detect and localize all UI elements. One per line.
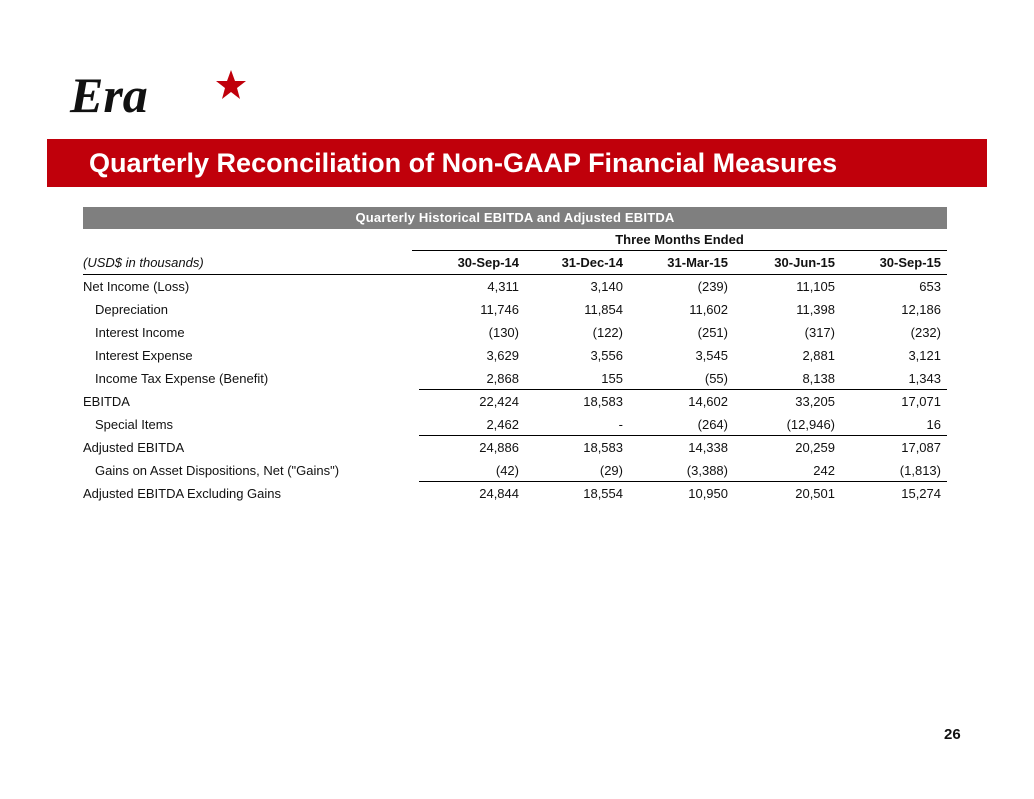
table-cell: 11,105 [796, 279, 835, 294]
table-row [83, 482, 947, 505]
era-logo [68, 64, 258, 124]
table-title: Quarterly Historical EBITDA and Adjusted EBITDA [355, 210, 675, 225]
table-cell: 18,583 [583, 440, 623, 455]
table-cell: 22,424 [479, 394, 519, 409]
row-label: Gains on Asset Dispositions, Net ("Gains") [95, 463, 340, 478]
table-cell: 17,071 [901, 394, 941, 409]
table-cell: 20,259 [795, 440, 835, 455]
table-cell: 12,186 [901, 302, 941, 317]
table-cell: (42) [495, 463, 519, 478]
table-cell: (317) [804, 325, 835, 340]
table-cell: (12,946) [786, 417, 835, 432]
table-cell: 33,205 [795, 394, 835, 409]
table-row [83, 344, 947, 367]
table-cell: 242 [813, 463, 835, 478]
table-cell: (1,813) [899, 463, 941, 478]
table-cell: 11,602 [689, 302, 728, 317]
table-cell: 10,950 [688, 486, 728, 501]
table-cell: (251) [697, 325, 728, 340]
table-row [83, 459, 947, 482]
table-cell: 11,398 [796, 302, 835, 317]
column-header: 30-Jun-15 [774, 255, 835, 270]
table-cell: 8,138 [802, 371, 835, 386]
row-label: Net Income (Loss) [83, 279, 190, 294]
row-label: Income Tax Expense (Benefit) [95, 371, 269, 386]
ebitda-table [83, 207, 947, 505]
table-cell: (239) [697, 279, 728, 294]
table-cell: 155 [601, 371, 623, 386]
table-cell: (232) [910, 325, 941, 340]
column-header: 31-Mar-15 [667, 255, 728, 270]
page-title-bar [47, 139, 987, 187]
table-cell: 3,556 [590, 348, 623, 363]
column-header: 30-Sep-14 [457, 255, 519, 270]
table-row [83, 321, 947, 344]
page-title: Quarterly Reconciliation of Non-GAAP Financial Measures [89, 148, 838, 178]
star-icon [216, 70, 246, 99]
row-label: Adjusted EBITDA [83, 440, 185, 455]
row-label: Depreciation [95, 302, 168, 317]
units-label: (USD$ in thousands) [83, 255, 204, 270]
table-cell: 18,583 [583, 394, 623, 409]
column-header-row [83, 251, 947, 275]
group-header: Three Months Ended [615, 232, 744, 247]
table-row [83, 413, 947, 436]
table-cell: 24,844 [479, 486, 519, 501]
table-cell: 2,868 [486, 371, 519, 386]
table-header-bar [83, 207, 947, 229]
page-number: 26 [944, 726, 961, 743]
table-cell: (130) [488, 325, 519, 340]
row-label: EBITDA [83, 394, 130, 409]
table-cell: 3,140 [590, 279, 623, 294]
table-cell: 24,886 [479, 440, 519, 455]
table-cell: 16 [926, 417, 941, 432]
table-cell: 4,311 [487, 279, 519, 294]
column-header: 30-Sep-15 [879, 255, 941, 270]
table-cell: 14,602 [688, 394, 728, 409]
row-label: Interest Income [95, 325, 185, 340]
group-header-row [83, 229, 947, 251]
row-label: Interest Expense [95, 348, 193, 363]
column-header: 31-Dec-14 [561, 255, 623, 270]
table-cell: (55) [704, 371, 728, 386]
table-cell: 17,087 [901, 440, 941, 455]
table-cell: (264) [697, 417, 728, 432]
table-cell: 653 [919, 279, 941, 294]
table-cell: - [618, 417, 623, 432]
table-cell: 15,274 [901, 486, 941, 501]
table-cell: 2,462 [486, 417, 519, 432]
table-cell: 11,854 [584, 302, 623, 317]
table-cell: 20,501 [795, 486, 835, 501]
table-cell: (29) [599, 463, 623, 478]
table-cell: 14,338 [688, 440, 728, 455]
row-label: Special Items [95, 417, 174, 432]
table-cell: 18,554 [583, 486, 623, 501]
table-cell: 11,746 [480, 302, 519, 317]
table-cell: (122) [592, 325, 623, 340]
table-cell: 3,545 [695, 348, 728, 363]
table-cell: 2,881 [802, 348, 835, 363]
table-row [83, 367, 947, 390]
logo-wordmark: Era [70, 67, 148, 123]
row-label: Adjusted EBITDA Excluding Gains [83, 486, 281, 501]
table-cell: 3,121 [908, 348, 941, 363]
table-cell: 3,629 [486, 348, 519, 363]
table-row [83, 275, 947, 298]
table-cell: 1,343 [908, 371, 941, 386]
table-row [83, 436, 947, 459]
table-row [83, 390, 947, 413]
table-row [83, 298, 947, 321]
table-cell: (3,388) [686, 463, 728, 478]
